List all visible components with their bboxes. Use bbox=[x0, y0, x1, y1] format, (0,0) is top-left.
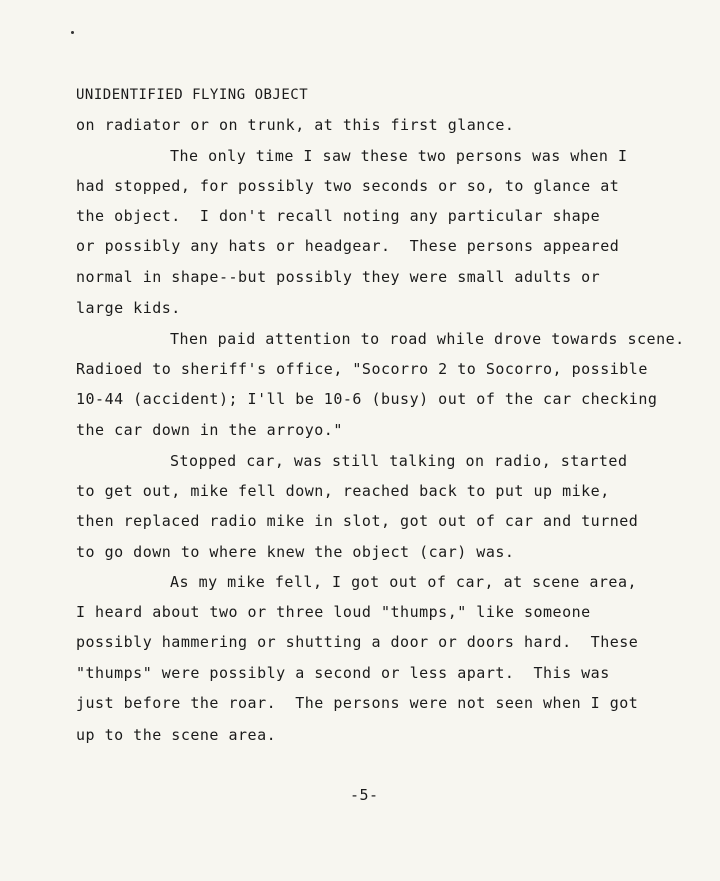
text-line: the object. I don't recall noting any particular shape bbox=[76, 207, 601, 225]
text-line: I heard about two or three loud "thumps," like someone bbox=[76, 603, 591, 621]
text-line: the car down in the arroyo." bbox=[76, 421, 343, 439]
text-line: The only time I saw these two persons was when I bbox=[170, 147, 628, 165]
text-line: large kids. bbox=[76, 299, 181, 317]
text-line: had stopped, for possibly two seconds or so, to glance at bbox=[76, 177, 620, 195]
text-line: just before the roar. The persons were not seen when I got bbox=[76, 694, 639, 712]
paper-speck bbox=[71, 31, 74, 34]
text-line: to get out, mike fell down, reached back to put up mike, bbox=[76, 482, 610, 500]
text-line: Then paid attention to road while drove towards scene. bbox=[170, 330, 685, 348]
text-line: 10-44 (accident); I'll be 10-6 (busy) out of the car checking bbox=[76, 390, 658, 408]
text-line: Radioed to sheriff's office, "Socorro 2 to Socorro, possible bbox=[76, 360, 648, 378]
text-line: then replaced radio mike in slot, got out of car and turned bbox=[76, 512, 639, 530]
text-line: As my mike fell, I got out of car, at scene area, bbox=[170, 573, 638, 591]
document-heading: UNIDENTIFIED FLYING OBJECT bbox=[76, 87, 309, 103]
text-line: to go down to where knew the object (car) was. bbox=[76, 543, 515, 561]
text-line: normal in shape--but possibly they were small adults or bbox=[76, 268, 601, 286]
text-line: or possibly any hats or headgear. These persons appeared bbox=[76, 237, 620, 255]
text-line: "thumps" were possibly a second or less apart. This was bbox=[76, 664, 610, 682]
text-line: Stopped car, was still talking on radio, started bbox=[170, 452, 628, 470]
text-line: on radiator or on trunk, at this first glance. bbox=[76, 116, 515, 134]
page-number: -5- bbox=[350, 786, 379, 804]
text-line: possibly hammering or shutting a door or doors hard. These bbox=[76, 633, 639, 651]
text-line: up to the scene area. bbox=[76, 726, 277, 744]
